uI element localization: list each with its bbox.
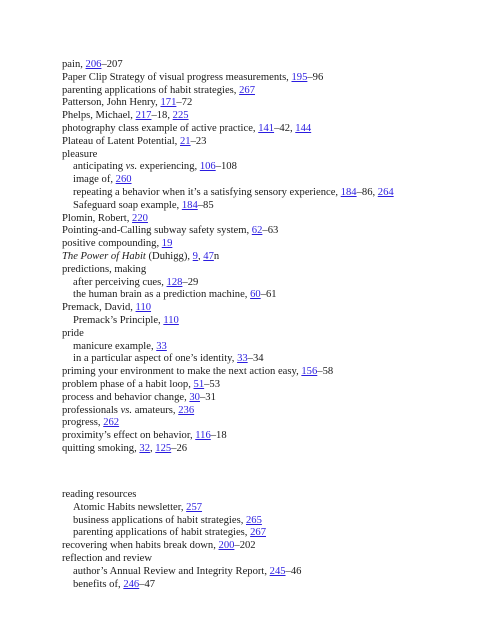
index-entry (62, 488, 136, 501)
index-subentry (73, 514, 262, 527)
index-entry (62, 84, 255, 97)
entry-text: in a particular aspect of one’s identity, (73, 353, 238, 365)
index-subentry (73, 578, 155, 591)
entry-text: –85 (197, 199, 214, 211)
entry-text: proximity’s effect on behavior, (62, 430, 196, 442)
entry-text: Safeguard soap example, (73, 199, 182, 211)
index-subentry (73, 340, 167, 353)
entry-text: Plomin, Robert, (62, 212, 133, 224)
entry-text: Pointing-and-Calling subway safety system, (62, 225, 252, 237)
page-link[interactable]: 33 (156, 340, 167, 352)
index-entry (62, 212, 148, 225)
index-entry (62, 391, 216, 404)
page-link[interactable]: 30 (189, 391, 200, 403)
index-entry (62, 109, 189, 122)
page-link[interactable]: 225 (172, 110, 189, 122)
page-link[interactable]: 257 (186, 501, 203, 513)
page-link[interactable]: 220 (132, 212, 148, 224)
page-link[interactable]: 265 (246, 514, 262, 526)
entry-text: priming your environment to make the next action easy, (62, 366, 302, 378)
index-entry (62, 416, 119, 429)
entry-text: pleasure (62, 148, 98, 160)
index-subentry (73, 160, 237, 173)
index-entry (62, 442, 187, 455)
entry-text: –86, (356, 187, 378, 198)
index-entry (62, 71, 323, 84)
page-link[interactable]: 156 (301, 366, 318, 378)
index-entry (62, 122, 311, 135)
index-entry (62, 429, 227, 442)
index-entry (62, 327, 84, 340)
entry-text: reading resources (62, 489, 137, 500)
index-subentry (73, 199, 214, 212)
entry-text: amateurs, (132, 404, 179, 416)
entry-text: manicure example, (73, 340, 157, 352)
page-link[interactable]: 245 (269, 565, 286, 577)
page-link[interactable]: 9 (192, 251, 198, 262)
entry-text: process and behavior change, (62, 391, 190, 403)
index-entry (62, 263, 146, 276)
page-link[interactable]: 110 (163, 315, 179, 326)
entry-text: –72 (176, 97, 193, 109)
page-link[interactable]: 116 (195, 430, 211, 442)
page-link[interactable]: 21 (179, 135, 191, 147)
page-link[interactable]: 184 (340, 187, 357, 198)
page-link[interactable]: 184 (181, 199, 198, 211)
index-entry (62, 365, 333, 378)
entry-text: Premack’s Principle, (73, 315, 164, 326)
page-link[interactable]: 47 (203, 251, 214, 262)
entry-text: repeating a behavior when it’s a satisfying sensory experience, (73, 187, 341, 198)
index-entry (62, 224, 278, 237)
page-link[interactable]: 51 (193, 379, 205, 390)
entry-text: quitting smoking, (62, 443, 140, 454)
index-subentry (73, 352, 264, 365)
page-link[interactable]: 206 (85, 59, 102, 70)
entry-text: photography class example of active practice, (62, 123, 259, 134)
entry-text: –31 (199, 391, 216, 403)
page-link[interactable]: 267 (250, 527, 266, 539)
entry-text: Phelps, Michael, (62, 110, 136, 122)
index-subentry (73, 186, 394, 199)
index-subentry (73, 501, 202, 514)
page-link[interactable]: 32 (139, 443, 150, 454)
page-link[interactable]: 200 (218, 540, 235, 552)
index-entry (62, 148, 97, 161)
index-entry (62, 301, 151, 314)
entry-text: –108 (215, 161, 237, 173)
entry-text: experiencing, (137, 161, 200, 173)
entry-text: (Duhigg), (145, 251, 193, 262)
index-entry (62, 135, 206, 148)
page-link[interactable]: 106 (199, 161, 216, 173)
page-link[interactable]: 19 (161, 238, 173, 250)
page-link[interactable]: 110 (135, 302, 152, 314)
page-link[interactable]: 125 (155, 443, 172, 454)
entry-text: parenting applications of habit strategies, (62, 84, 240, 96)
index-entry (62, 237, 172, 250)
italic-text: vs. (120, 404, 133, 416)
page-link[interactable]: 141 (258, 123, 275, 134)
page-link[interactable]: 262 (103, 417, 120, 429)
index-subentry (73, 276, 198, 289)
index-entry (62, 539, 256, 552)
entry-text: author’s Annual Review and Integrity Report, (73, 565, 270, 577)
page-link[interactable]: 267 (239, 84, 255, 96)
page-link[interactable]: 62 (251, 225, 263, 237)
entry-text: –29 (182, 276, 199, 288)
page-link[interactable]: 171 (160, 97, 177, 109)
entry-text: –207 (101, 59, 123, 70)
entry-text: –53 (204, 379, 220, 390)
entry-text: positive compounding, (62, 238, 162, 250)
entry-text: Atomic Habits newsletter, (73, 501, 187, 513)
entry-text: –23 (190, 135, 207, 147)
entry-text: , (197, 251, 204, 262)
index-subentry (73, 565, 301, 578)
entry-text: –34 (247, 353, 264, 365)
entry-text: –46 (285, 565, 302, 577)
page-link[interactable]: 128 (166, 276, 183, 288)
entry-text: –202 (234, 540, 256, 552)
index-subentry (73, 173, 132, 186)
entry-text: professionals (62, 404, 121, 416)
page-link[interactable]: 144 (295, 123, 312, 134)
entry-text: parenting applications of habit strategies, (73, 527, 251, 539)
entry-text: pain, (62, 59, 86, 70)
entry-text: problem phase of a habit loop, (62, 379, 194, 390)
entry-text: business applications of habit strategies, (73, 514, 246, 526)
entry-text: –96 (307, 71, 324, 83)
entry-text: reflection and review (62, 553, 153, 564)
entry-text: after perceiving cues, (73, 276, 167, 288)
index-subentry (73, 526, 266, 539)
entry-text: n (213, 251, 220, 262)
entry-text: Plateau of Latent Potential, (62, 135, 180, 147)
page-link[interactable]: 217 (135, 110, 152, 122)
entry-text: recovering when habits break down, (62, 540, 219, 552)
entry-text: anticipating (73, 161, 126, 173)
page-link[interactable]: 195 (291, 71, 308, 83)
index-entry (62, 552, 152, 565)
index-entry (62, 250, 219, 263)
entry-text: , (150, 443, 156, 454)
page-link[interactable]: 236 (178, 404, 195, 416)
page-link[interactable]: 33 (237, 353, 248, 365)
index-subentry (73, 314, 179, 327)
entry-text: benefits of, (73, 578, 124, 590)
entry-text: Patterson, John Henry, (62, 97, 161, 109)
entry-text: –58 (317, 366, 334, 378)
page-link[interactable]: 260 (115, 174, 132, 186)
entry-text: –18 (210, 430, 227, 442)
index-entry (62, 378, 220, 391)
entry-text: predictions, making (62, 263, 147, 275)
index-subentry (73, 288, 277, 301)
italic-text: vs. (125, 161, 138, 173)
entry-text: image of, (73, 174, 116, 186)
entry-text: –47 (139, 578, 156, 590)
entry-text: progress, (62, 417, 104, 429)
entry-text: –61 (260, 289, 277, 301)
index-entry (62, 404, 194, 417)
page-link[interactable]: 264 (377, 187, 394, 198)
page-link[interactable]: 60 (250, 289, 261, 301)
entry-text: Premack, David, (62, 302, 136, 314)
page-link[interactable]: 246 (123, 578, 140, 590)
entry-text: –18, (151, 110, 173, 122)
entry-text: Paper Clip Strategy of visual progress measurements, (62, 71, 292, 83)
entry-text: the human brain as a prediction machine, (73, 289, 251, 301)
entry-text: –42, (274, 123, 296, 134)
index-entry (62, 58, 123, 71)
entry-text: pride (62, 327, 84, 339)
index-entry (62, 96, 192, 109)
entry-text: –63 (262, 225, 279, 237)
italic-text: The Power of Habit (62, 251, 146, 262)
entry-text: –26 (171, 443, 188, 454)
